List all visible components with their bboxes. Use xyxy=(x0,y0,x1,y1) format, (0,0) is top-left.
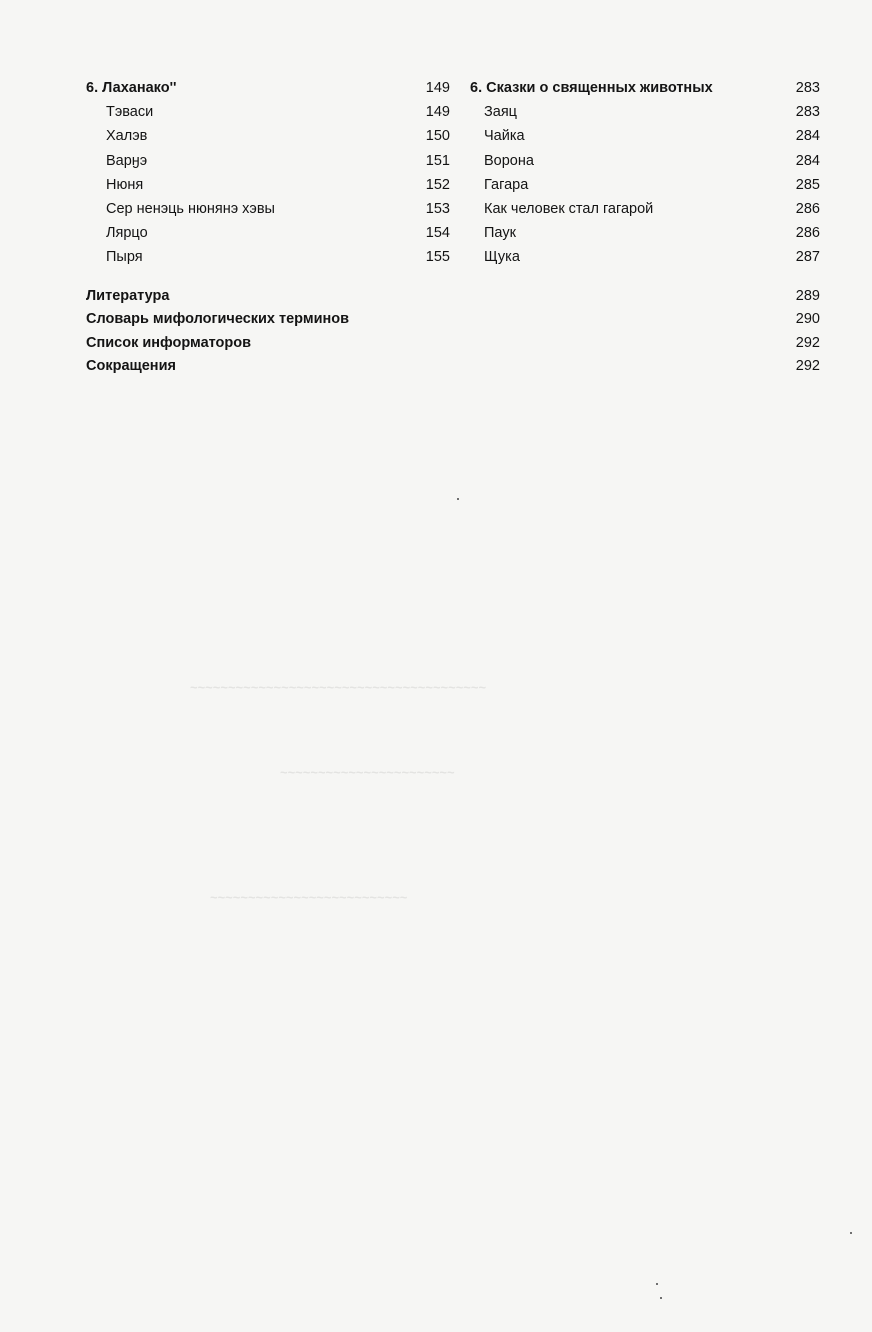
toc-entry xyxy=(86,100,450,124)
toc-entry-page: 149 xyxy=(425,104,450,121)
toc-back-entry xyxy=(86,285,820,308)
toc-entry-title: Гагара xyxy=(484,176,529,193)
toc-entry-title: Заяц xyxy=(484,104,517,121)
toc-entry-title: Паук xyxy=(484,225,516,242)
toc-entry-title: Пыря xyxy=(106,249,143,266)
toc-entry-title: Халэв xyxy=(106,128,148,145)
toc-entry-page: 284 xyxy=(795,128,820,145)
toc-entry-title: Тэваси xyxy=(106,104,154,121)
toc-entry-title: 6. Сказки о священных животных xyxy=(470,80,713,96)
toc-entry-title: Список информаторов xyxy=(86,334,252,351)
scan-speck xyxy=(457,498,459,500)
toc-back-entry xyxy=(86,332,820,355)
toc-entry-title: Варӈэ xyxy=(106,152,148,169)
bleed-through-text: ~~~~~~~~~~~~~~~~~~~~~~~~~~ xyxy=(210,890,408,905)
toc-entry-page: 153 xyxy=(425,200,450,217)
toc-back-matter xyxy=(86,285,820,378)
toc-entry xyxy=(470,221,820,245)
toc-entry xyxy=(86,221,450,245)
toc-entry-title: Литература xyxy=(86,288,170,304)
toc-entry-title: Щука xyxy=(484,249,520,266)
toc-entry xyxy=(470,149,820,173)
toc-entry xyxy=(470,245,820,269)
toc-entry-page: 292 xyxy=(795,334,820,351)
scan-speck xyxy=(660,1297,662,1299)
toc-entry xyxy=(86,124,450,148)
toc-entry-page: 292 xyxy=(795,357,820,374)
toc-entry xyxy=(470,100,820,124)
bleed-through-text: ~~~~~~~~~~~~~~~~~~~~~~~~~~~~~~~~~~~~~~~ xyxy=(190,680,487,695)
toc-entry xyxy=(86,149,450,173)
toc-entry xyxy=(86,173,450,197)
toc-entry-title: Ворона xyxy=(484,152,534,169)
toc-entry xyxy=(86,245,450,269)
toc-entry-title: Лярцо xyxy=(106,225,148,242)
toc-entry-page: 284 xyxy=(795,152,820,169)
toc-entry-page: 289 xyxy=(795,288,820,304)
toc-back-entry xyxy=(86,308,820,331)
bleed-through-text: ~~~~~~~~~~~~~~~~~~~~~~~ xyxy=(280,765,455,780)
toc-entry-page: 286 xyxy=(795,200,820,217)
toc-entry-page: 283 xyxy=(795,104,820,121)
toc-entry-title: Чайка xyxy=(484,128,525,145)
toc-entry-page: 154 xyxy=(425,225,450,242)
toc-entry-title: Сокращения xyxy=(86,357,176,374)
scan-speck xyxy=(656,1283,658,1285)
scan-speck xyxy=(850,1232,852,1234)
toc-left-column xyxy=(86,76,450,270)
toc-entry xyxy=(470,197,820,221)
toc-entry-page: 286 xyxy=(795,225,820,242)
toc-entry-title: Словарь мифологических терминов xyxy=(86,311,350,328)
toc-entry xyxy=(470,173,820,197)
toc-entry-title: Сер ненэць нюнянэ хэвы xyxy=(106,200,275,217)
toc-entry-page: 149 xyxy=(425,80,450,96)
toc-entry-page: 290 xyxy=(795,311,820,328)
toc-entry-page: 283 xyxy=(795,80,820,96)
toc-entry-page: 151 xyxy=(425,152,450,169)
toc-entry-page: 150 xyxy=(425,128,450,145)
toc-entry-page: 155 xyxy=(425,249,450,266)
toc-right-column xyxy=(470,76,820,270)
toc-entry-title: Нюня xyxy=(106,176,144,193)
toc-entry xyxy=(470,124,820,148)
toc-entry-page: 285 xyxy=(795,176,820,193)
toc-section-heading xyxy=(86,76,450,100)
toc-entry-page: 287 xyxy=(795,249,820,266)
toc-entry xyxy=(86,197,450,221)
toc-section-heading xyxy=(470,76,820,100)
toc-entry-page: 152 xyxy=(425,176,450,193)
toc-back-entry xyxy=(86,355,820,378)
toc-entry-title: 6. Лаханако'' xyxy=(86,80,177,96)
toc-entry-title: Как человек стал гагарой xyxy=(484,200,654,217)
